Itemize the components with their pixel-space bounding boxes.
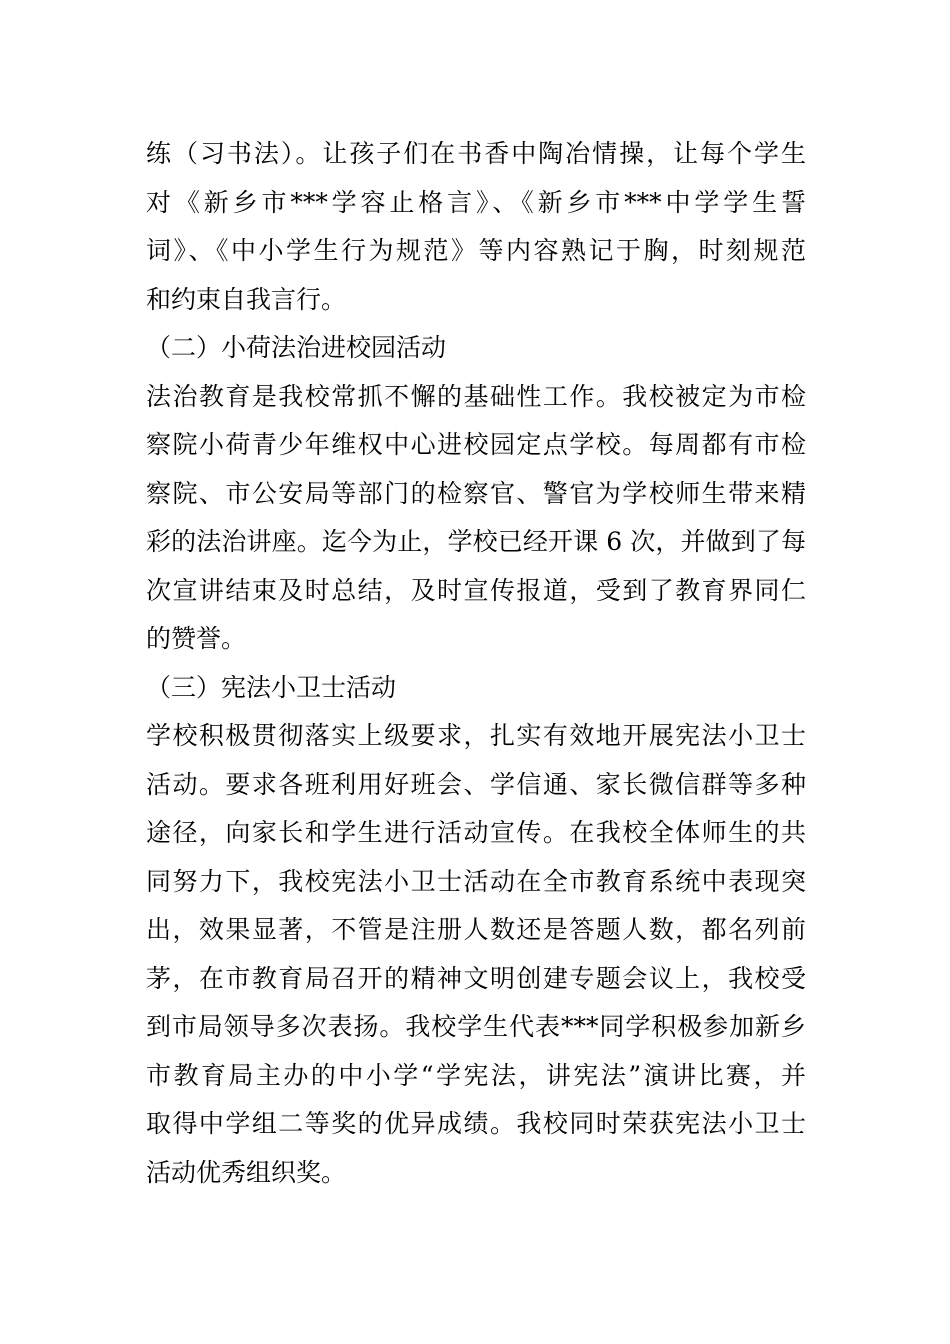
body-line: 察院小荷青少年维权中心进校园定点学校。每周都有市检 (146, 430, 806, 459)
body-line: 茅，在市教育局召开的精神文明创建专题会议上，我校受 (146, 964, 806, 993)
body-line: 出，效果显著，不管是注册人数还是答题人数，都名列前 (146, 915, 806, 944)
body-line: 途径，向家长和学生进行活动宣传。在我校全体师生的共 (146, 818, 806, 847)
body-line: 法治教育是我校常抓不懈的基础性工作。我校被定为市检 (146, 382, 806, 411)
section-heading: （二）小荷法治进校园活动 (146, 333, 447, 362)
section-heading: （三）宪法小卫士活动 (146, 673, 397, 702)
body-line: 的赞誉。 (146, 624, 247, 653)
body-line: 到市局领导多次表扬。我校学生代表***同学积极参加新乡 (146, 1012, 806, 1041)
body-line: 彩的法治讲座。迄今为止，学校已经开课 6 次，并做到了每 (146, 527, 806, 556)
body-line: 和约束自我言行。 (146, 285, 347, 314)
body-line: 市教育局主办的中小学“学宪法，讲宪法”演讲比赛，并 (146, 1061, 806, 1090)
body-line: 活动。要求各班利用好班会、学信通、家长微信群等多种 (146, 770, 806, 799)
body-line: 对《新乡市***学容止格言》、《新乡市***中学学生誓 (146, 188, 806, 217)
body-line: 活动优秀组织奖。 (146, 1158, 347, 1187)
body-line: 学校积极贯彻落实上级要求，扎实有效地开展宪法小卫士 (146, 721, 806, 750)
body-line: 同努力下，我校宪法小卫士活动在全市教育系统中表现突 (146, 867, 806, 896)
body-line: 练（习书法）。让孩子们在书香中陶冶情操，让每个学生 (146, 139, 806, 168)
body-line: 次宣讲结束及时总结，及时宣传报道，受到了教育界同仁 (146, 576, 806, 605)
body-line: 取得中学组二等奖的优异成绩。我校同时荣获宪法小卫士 (146, 1109, 806, 1138)
body-line: 察院、市公安局等部门的检察官、警官为学校师生带来精 (146, 479, 806, 508)
body-line: 词》、《中小学生行为规范》等内容熟记于胸，时刻规范 (146, 236, 806, 265)
